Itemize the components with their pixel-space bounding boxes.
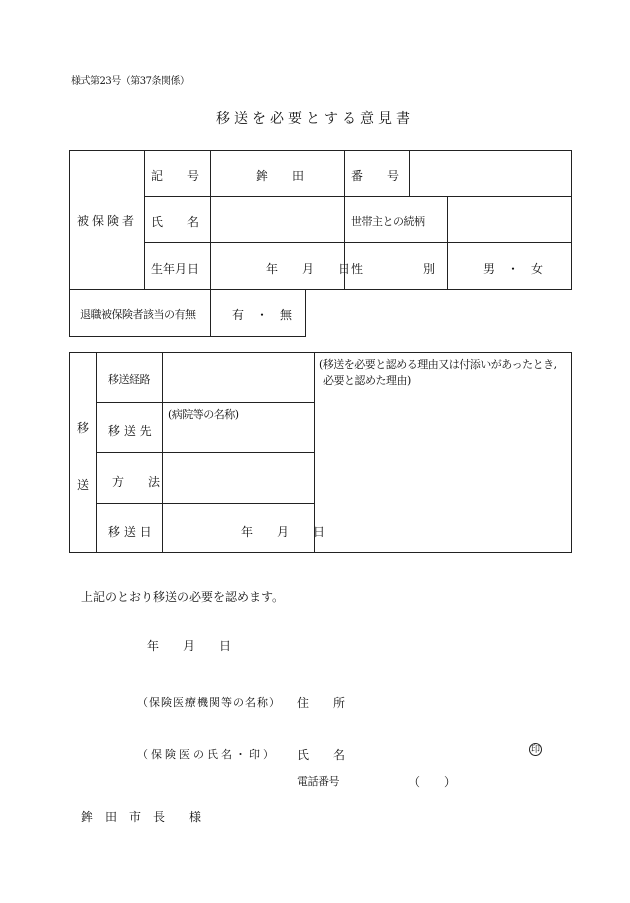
sex-options: 男 ・ 女 xyxy=(483,262,544,276)
phone-label: 電話番号 xyxy=(297,775,339,788)
relation-label: 世帯主との続柄 xyxy=(351,215,425,228)
document-title: 移送を必要とする意見書 xyxy=(216,111,414,127)
addressee: 鉾 田 市 長 様 xyxy=(81,810,202,824)
table-line xyxy=(144,150,145,290)
table-line xyxy=(96,452,315,453)
insured-section-label: 被保険者 xyxy=(77,214,138,228)
sex-label: 性 別 xyxy=(351,262,436,276)
doctor-label: （保険医の氏名・印） xyxy=(137,748,277,761)
name-label: 氏 名 xyxy=(151,215,200,229)
table-line xyxy=(210,150,211,290)
approval-statement: 上記のとおり移送の必要を認めます。 xyxy=(81,590,285,604)
table-line xyxy=(144,242,571,243)
doctor-name-label: 氏 名 xyxy=(297,748,346,762)
transfer-section-label-1: 移 xyxy=(77,421,90,435)
birth-date-value: 年 月 日 xyxy=(266,262,351,276)
phone-parentheses: （ ） xyxy=(408,775,457,789)
birth-date-label: 生年月日 xyxy=(151,262,200,276)
code-label: 記 号 xyxy=(151,169,200,183)
route-label: 移送経路 xyxy=(108,373,150,386)
table-line xyxy=(96,402,315,403)
table-line xyxy=(210,289,211,337)
table-line xyxy=(409,150,410,196)
reason-note-line1: (移送を必要と認める理由又は付添いがあったとき, xyxy=(319,358,557,371)
seal-mark: 印 xyxy=(530,745,540,755)
reason-note-line2: 必要と認めた理由) xyxy=(323,374,411,387)
transfer-date-label: 移 送 日 xyxy=(108,525,152,539)
approval-date: 年 月 日 xyxy=(147,639,232,653)
transfer-date-value: 年 月 日 xyxy=(241,525,326,539)
retired-options: 有 ・ 無 xyxy=(232,308,293,322)
form-number: 様式第23号（第37条関係） xyxy=(71,76,190,87)
table-line xyxy=(144,196,571,197)
destination-label: 移 送 先 xyxy=(108,424,152,438)
institution-label: （保険医療機関等の名称） xyxy=(137,696,281,709)
transfer-section-label-2: 送 xyxy=(77,478,90,492)
destination-note: (病院等の名称) xyxy=(168,408,239,421)
table-line xyxy=(96,503,315,504)
retired-label: 退職被保険者該当の有無 xyxy=(80,308,196,321)
code-value: 鉾 田 xyxy=(256,169,305,183)
table-line xyxy=(447,196,448,290)
number-label: 番 号 xyxy=(351,169,400,183)
method-label: 方 法 xyxy=(112,475,161,489)
address-label: 住 所 xyxy=(297,696,346,710)
